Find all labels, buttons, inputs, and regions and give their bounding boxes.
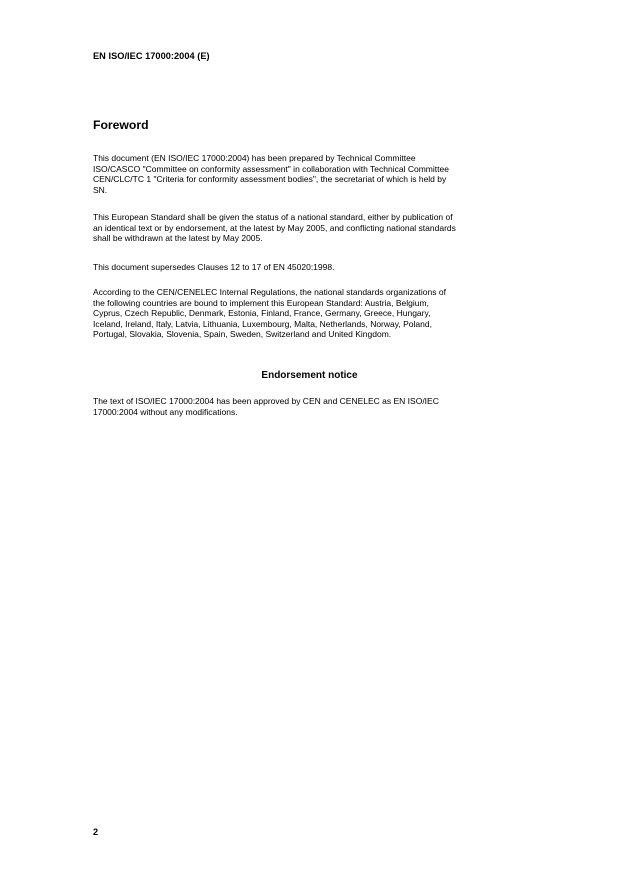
text-line: ISO/CASCO "Committee on conformity assessment" in collaboration with Technical Committee bbox=[93, 163, 449, 174]
endorsement-paragraph bbox=[93, 396, 553, 417]
foreword-paragraph-4 bbox=[93, 287, 553, 340]
foreword-heading: Foreword bbox=[93, 118, 149, 132]
text-line: 17000:2004 without any modifications. bbox=[93, 406, 238, 417]
text-line: SN. bbox=[93, 184, 108, 195]
document-header-id: EN ISO/IEC 17000:2004 (E) bbox=[93, 51, 210, 61]
text-line: This document (EN ISO/IEC 17000:2004) has been prepared by Technical Committee bbox=[93, 153, 416, 163]
foreword-paragraph-2 bbox=[93, 212, 553, 244]
text-line: the following countries are bound to implement this European Standard: Austria, Belgium, bbox=[93, 297, 429, 308]
text-line: shall be withdrawn at the latest by May 2005. bbox=[93, 233, 263, 244]
page-number: 2 bbox=[93, 827, 99, 837]
text-line: Iceland, Ireland, Italy, Latvia, Lithuania, Luxembourg, Malta, Netherlands, Norway, Poland, bbox=[93, 318, 432, 329]
foreword-paragraph-1 bbox=[93, 153, 553, 195]
text-line: This document supersedes Clauses 12 to 17 of EN 45020:1998. bbox=[93, 262, 335, 272]
text-line: an identical text or by endorsement, at the latest by May 2005, and conflicting national standards bbox=[93, 222, 456, 233]
endorsement-notice-heading: Endorsement notice bbox=[261, 370, 358, 381]
text-line: This European Standard shall be given the status of a national standard, either by publication of bbox=[93, 212, 453, 222]
text-line: The text of ISO/IEC 17000:2004 has been approved by CEN and CENELEC as EN ISO/IEC bbox=[93, 396, 439, 406]
text-line: According to the CEN/CENELEC Internal Regulations, the national standards organizations of bbox=[93, 287, 446, 297]
foreword-paragraph-3 bbox=[93, 262, 553, 273]
text-line: CEN/CLC/TC 1 "Criteria for conformity assessment bodies", the secretariat of which is held by bbox=[93, 174, 447, 185]
text-line: Cyprus, Czech Republic, Denmark, Estonia, Finland, France, Germany, Greece, Hungary, bbox=[93, 308, 431, 319]
text-line: Portugal, Slovakia, Slovenia, Spain, Sweden, Switzerland and United Kingdom. bbox=[93, 329, 392, 340]
